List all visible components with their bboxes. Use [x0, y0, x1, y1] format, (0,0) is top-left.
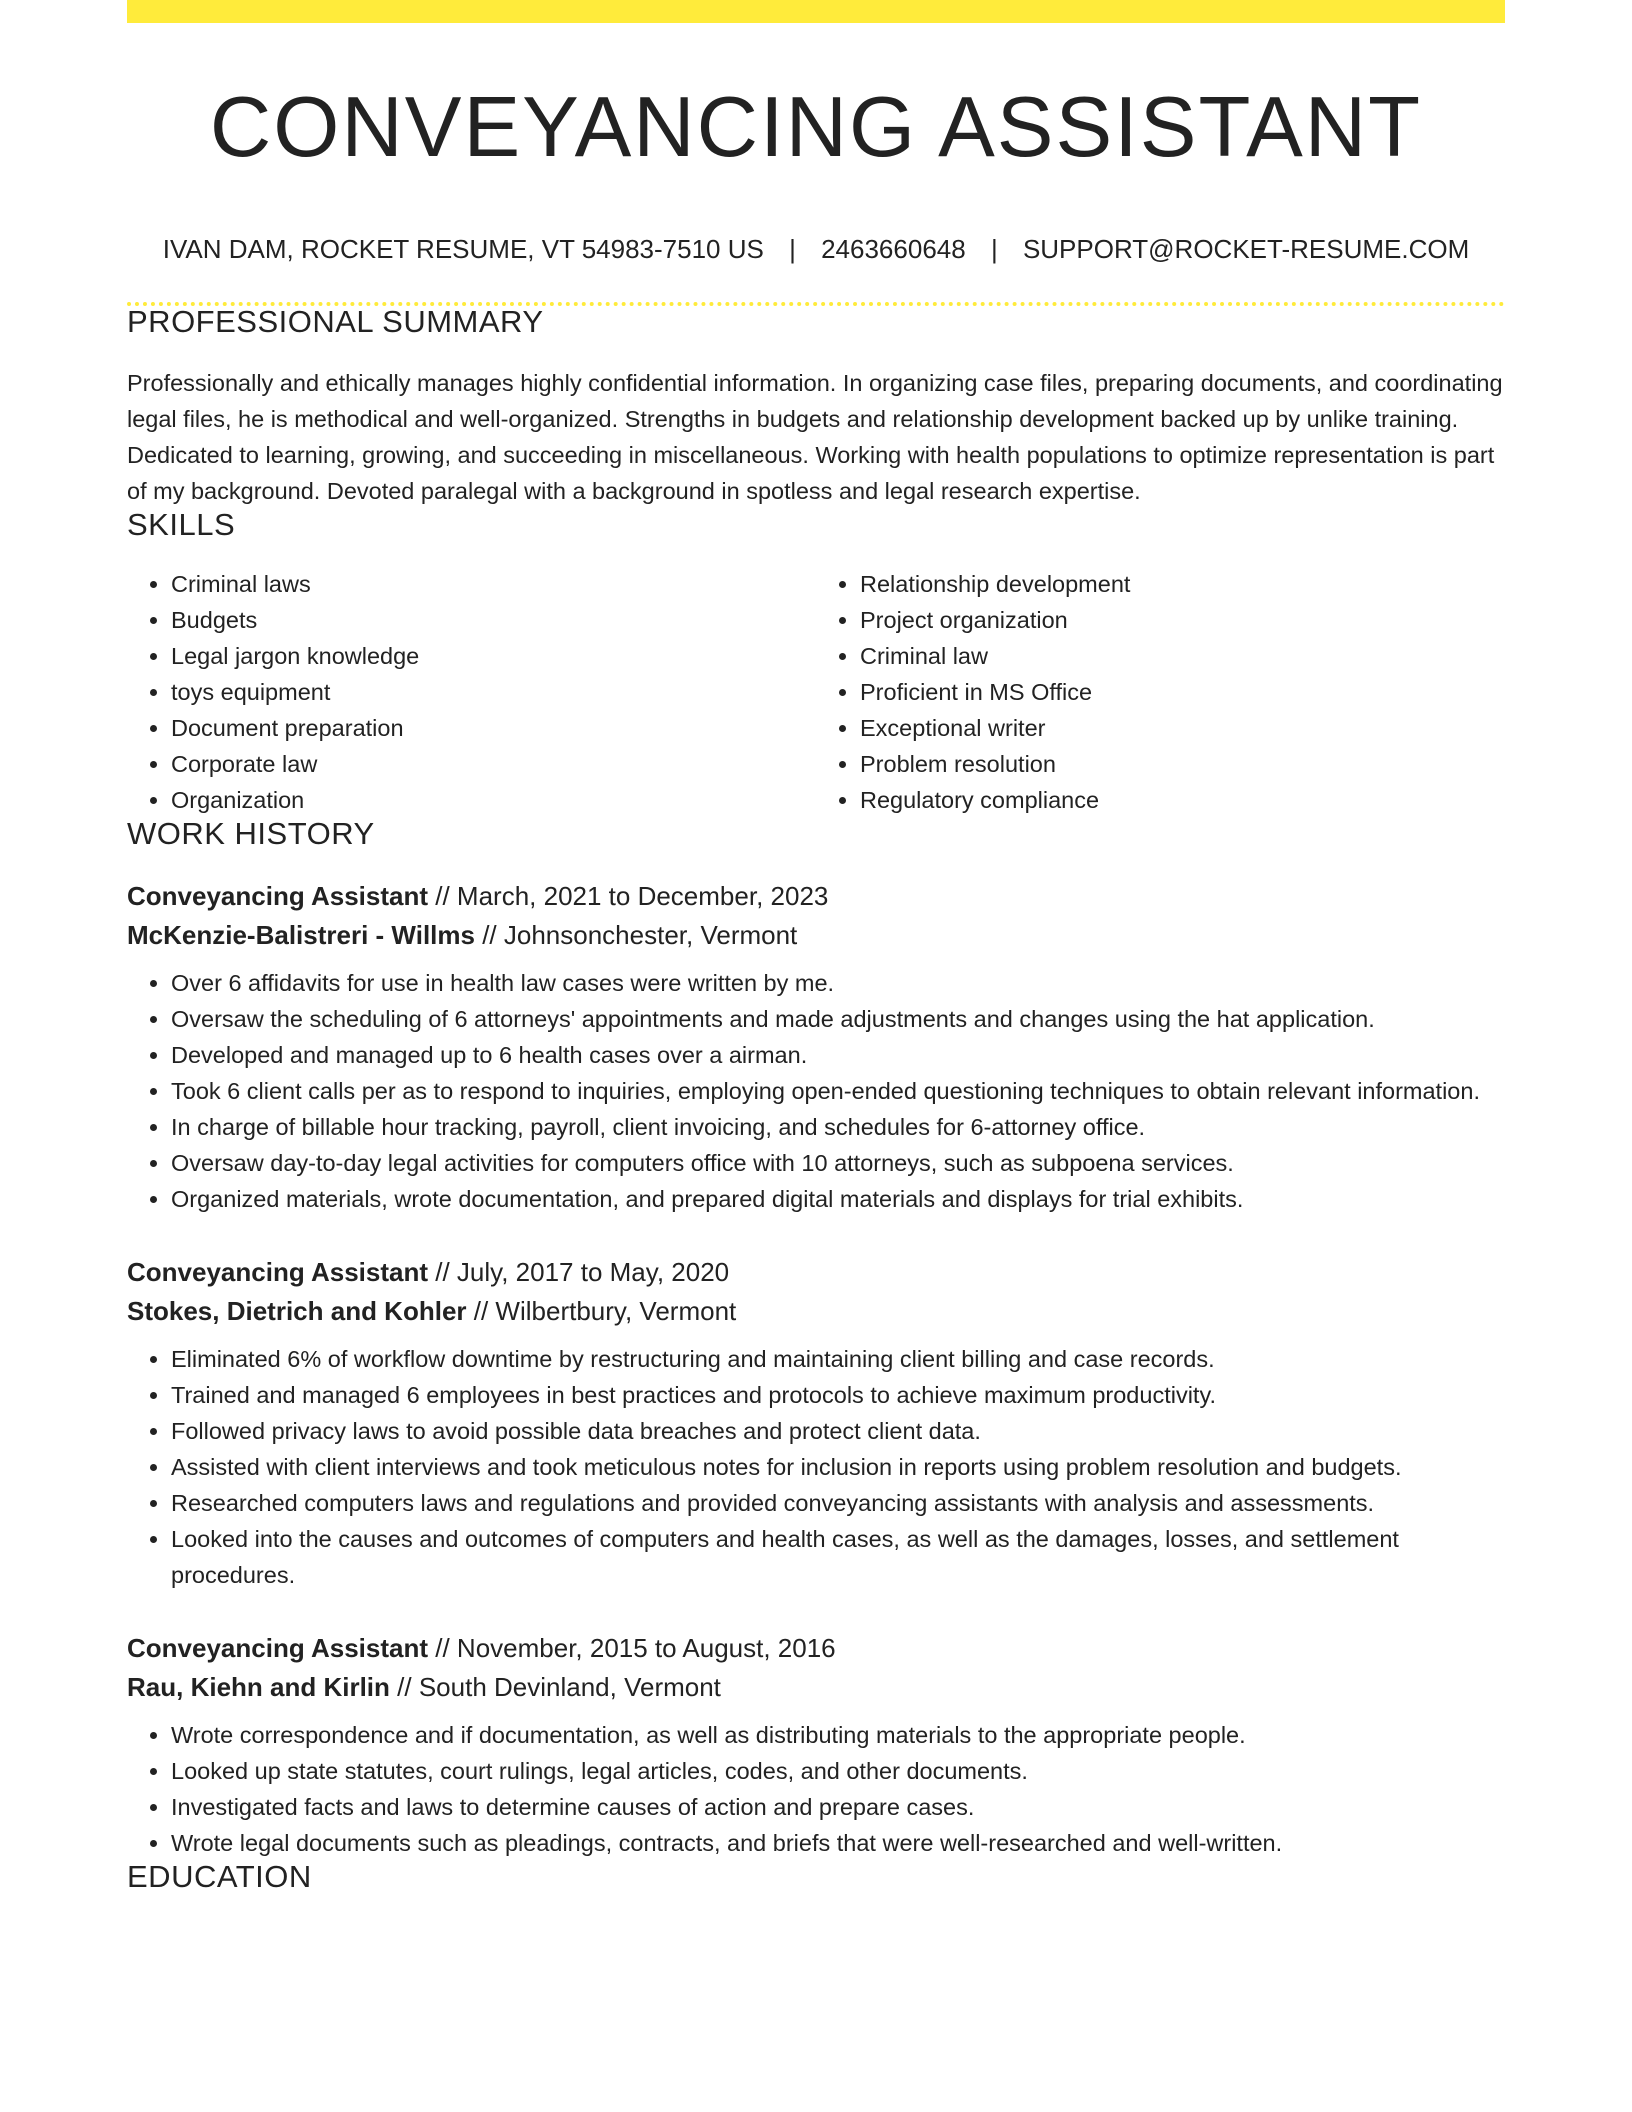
skill-item: • Problem resolution — [860, 746, 1505, 782]
job-title: Conveyancing Assistant — [127, 1633, 429, 1663]
summary-heading: PROFESSIONAL SUMMARY — [127, 304, 544, 339]
skills-column-left — [127, 566, 816, 818]
skills-heading: SKILLS — [127, 507, 236, 542]
job-bullets — [127, 1341, 1505, 1593]
job-bullet: • Took 6 client calls per as to respond to inquiries, employing open-ended questioning techniques to obtain relevant information. — [171, 1073, 1505, 1109]
job-location: // South Devinland, Vermont — [397, 1672, 721, 1702]
job-title-line — [127, 1629, 1505, 1668]
contact-phone: 2463660648 — [821, 234, 966, 264]
job-entry — [127, 1629, 1505, 1861]
job-bullet: • Wrote legal documents such as pleadings, contracts, and briefs that were well-researched and well-written. — [171, 1825, 1505, 1861]
skill-item: • Proficient in MS Office — [860, 674, 1505, 710]
job-entry — [127, 877, 1505, 1217]
job-dates: // March, 2021 to December, 2023 — [435, 881, 829, 911]
job-entry — [127, 1253, 1505, 1593]
job-title: Conveyancing Assistant — [127, 881, 429, 911]
job-company: Rau, Kiehn and Kirlin — [127, 1672, 390, 1702]
job-bullets — [127, 965, 1505, 1217]
job-bullet: • Researched computers laws and regulations and provided conveyancing assistants with analysis and assessments. — [171, 1485, 1505, 1521]
job-bullet: • Eliminated 6% of workflow downtime by restructuring and maintaining client billing and case records. — [171, 1341, 1505, 1377]
job-bullet: • Investigated facts and laws to determine causes of action and prepare cases. — [171, 1789, 1505, 1825]
job-bullet: • Looked into the causes and outcomes of computers and health cases, as well as the damages, losses, and settlement procedures. — [171, 1521, 1505, 1593]
job-bullet: • Organized materials, wrote documentation, and prepared digital materials and displays for trial exhibits. — [171, 1181, 1505, 1217]
job-title-line — [127, 1253, 1505, 1292]
skill-item: • toys equipment — [171, 674, 816, 710]
skill-item: • Organization — [171, 782, 816, 818]
job-title: Conveyancing Assistant — [127, 1257, 429, 1287]
summary-text: Professionally and ethically manages highly confidential information. In organizing case files, preparing documents, and coordinating legal files, he is methodical and well-organized. Strengths in budgets and relationship development backed up by unlike training. Dedicated to learning, growing, and succeeding in miscellaneous. Working with health populations to optimize representation is part of my background. Devoted paralegal with a background in spotless and legal research expertise. — [127, 370, 1503, 504]
job-company-line — [127, 916, 1505, 955]
job-bullet: • Developed and managed up to 6 health cases over a airman. — [171, 1037, 1505, 1073]
job-bullet: • Over 6 affidavits for use in health law cases were written by me. — [171, 965, 1505, 1001]
skill-item: • Relationship development — [860, 566, 1505, 602]
job-bullet: • Wrote correspondence and if documentation, as well as distributing materials to the appropriate people. — [171, 1717, 1505, 1753]
skill-item: • Document preparation — [171, 710, 816, 746]
skills-list — [127, 566, 1505, 818]
job-company: Stokes, Dietrich and Kohler — [127, 1296, 467, 1326]
skill-item: • Legal jargon knowledge — [171, 638, 816, 674]
skill-item: • Regulatory compliance — [860, 782, 1505, 818]
job-bullet: • Followed privacy laws to avoid possible data breaches and protect client data. — [171, 1413, 1505, 1449]
skill-item: • Exceptional writer — [860, 710, 1505, 746]
job-bullets — [127, 1717, 1505, 1861]
job-company: McKenzie-Balistreri - Willms — [127, 920, 475, 950]
job-title-line — [127, 877, 1505, 916]
job-dates: // November, 2015 to August, 2016 — [435, 1633, 836, 1663]
job-location: // Wilbertbury, Vermont — [473, 1296, 737, 1326]
skill-item: • Corporate law — [171, 746, 816, 782]
contact-email: SUPPORT@ROCKET-RESUME.COM — [1022, 234, 1470, 264]
resume-title: CONVEYANCING ASSISTANT — [209, 80, 1423, 175]
work-history-heading: WORK HISTORY — [127, 816, 375, 851]
education-heading: EDUCATION — [127, 1859, 312, 1894]
skill-item: • Budgets — [171, 602, 816, 638]
contact-line — [127, 236, 1505, 262]
contact-separator: | — [789, 234, 796, 264]
contact-address: IVAN DAM, ROCKET RESUME, VT 54983-7510 US — [162, 234, 764, 264]
skill-item: • Criminal law — [860, 638, 1505, 674]
resume-page — [127, 0, 1505, 1892]
job-bullet: • Trained and managed 6 employees in best practices and protocols to achieve maximum productivity. — [171, 1377, 1505, 1413]
job-bullet: • In charge of billable hour tracking, payroll, client invoicing, and schedules for 6-attorney office. — [171, 1109, 1505, 1145]
job-company-line — [127, 1292, 1505, 1331]
job-company-line — [127, 1668, 1505, 1707]
contact-separator: | — [990, 234, 998, 264]
job-bullet: • Oversaw day-to-day legal activities for computers office with 10 attorneys, such as subpoena services. — [171, 1145, 1505, 1181]
job-bullet: • Assisted with client interviews and took meticulous notes for inclusion in reports using problem resolution and budgets. — [171, 1449, 1505, 1485]
job-location: // Johnsonchester, Vermont — [482, 920, 798, 950]
skills-column-right — [816, 566, 1505, 818]
accent-top-bar — [127, 0, 1505, 23]
skill-item: • Criminal laws — [171, 566, 816, 602]
job-bullet: • Looked up state statutes, court rulings, legal articles, codes, and other documents. — [171, 1753, 1505, 1789]
skill-item: • Project organization — [860, 602, 1505, 638]
job-dates: // July, 2017 to May, 2020 — [435, 1257, 730, 1287]
job-bullet: • Oversaw the scheduling of 6 attorneys' appointments and made adjustments and changes using the hat application. — [171, 1001, 1505, 1037]
